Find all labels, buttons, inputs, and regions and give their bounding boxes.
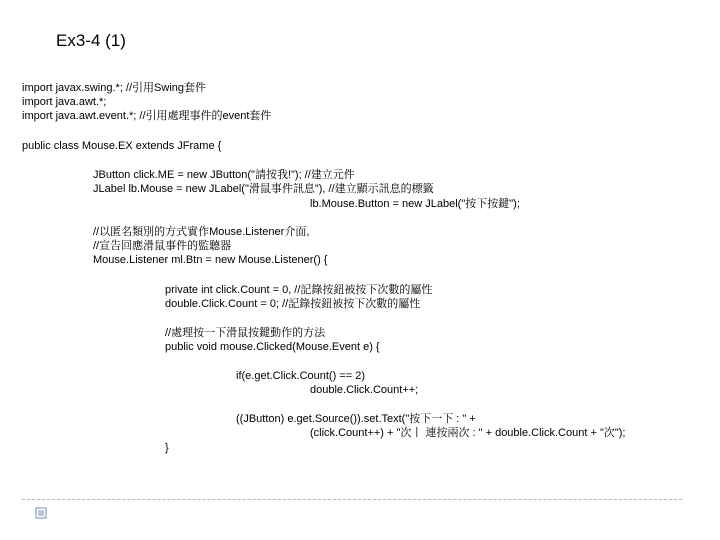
code-line-listener-declaration: Mouse.Listener ml.Btn = new Mouse.Listener() {: [93, 254, 328, 266]
footer-divider: [22, 499, 682, 500]
code-line-method-declaration: public void mouse.Clicked(Mouse.Event e) {: [165, 341, 380, 353]
code-line-double-click-count-field: double.Click.Count = 0; //記錄按鈕被按下次數的屬性: [165, 298, 421, 310]
code-line-comment-method: //處理按一下滑鼠按鍵動作的方法: [165, 327, 326, 339]
code-line-if-body: double.Click.Count++;: [310, 384, 419, 396]
code-line-comment-anonymous-class: //以匿名類別的方式實作Mouse.Listener介面,: [93, 226, 310, 238]
code-line-set-text-continued: (click.Count++) + "次丨 連按兩次 : " + double.Click.Count + "次");: [310, 427, 626, 439]
code-line-click-count-field: private int click.Count = 0, //記錄按鈕被按下次數的屬性: [165, 284, 433, 296]
code-line-label-field: JLabel lb.Mouse = new JLabel("滑鼠事件訊息"), //建立顯示訊息的標籤: [93, 183, 434, 195]
code-line-comment-listener: //宣告回應滑鼠事件的監聽器: [93, 240, 232, 252]
code-line-import-swing: import javax.swing.*; //引用Swing套件: [22, 82, 206, 94]
code-line-import-awt-event: import java.awt.event.*; //引用處理事件的event套件: [22, 110, 272, 122]
code-line-button-field: JButton click.ME = new JButton("請按我!"); //建立元件: [93, 169, 355, 181]
slide-title: Ex3-4 (1): [56, 31, 126, 50]
bullet-icon: [34, 506, 48, 520]
code-line-import-awt: import java.awt.*;: [22, 96, 107, 108]
code-line-set-text: ((JButton) e.get.Source()).set.Text("按下一下 : " +: [236, 413, 476, 425]
code-line-if-statement: if(e.get.Click.Count() == 2): [236, 370, 365, 382]
code-line-closing-brace: }: [165, 442, 169, 454]
code-line-class-declaration: public class Mouse.EX extends JFrame {: [22, 140, 222, 152]
code-line-label-field-continued: lb.Mouse.Button = new JLabel("按下按鍵");: [310, 198, 520, 210]
